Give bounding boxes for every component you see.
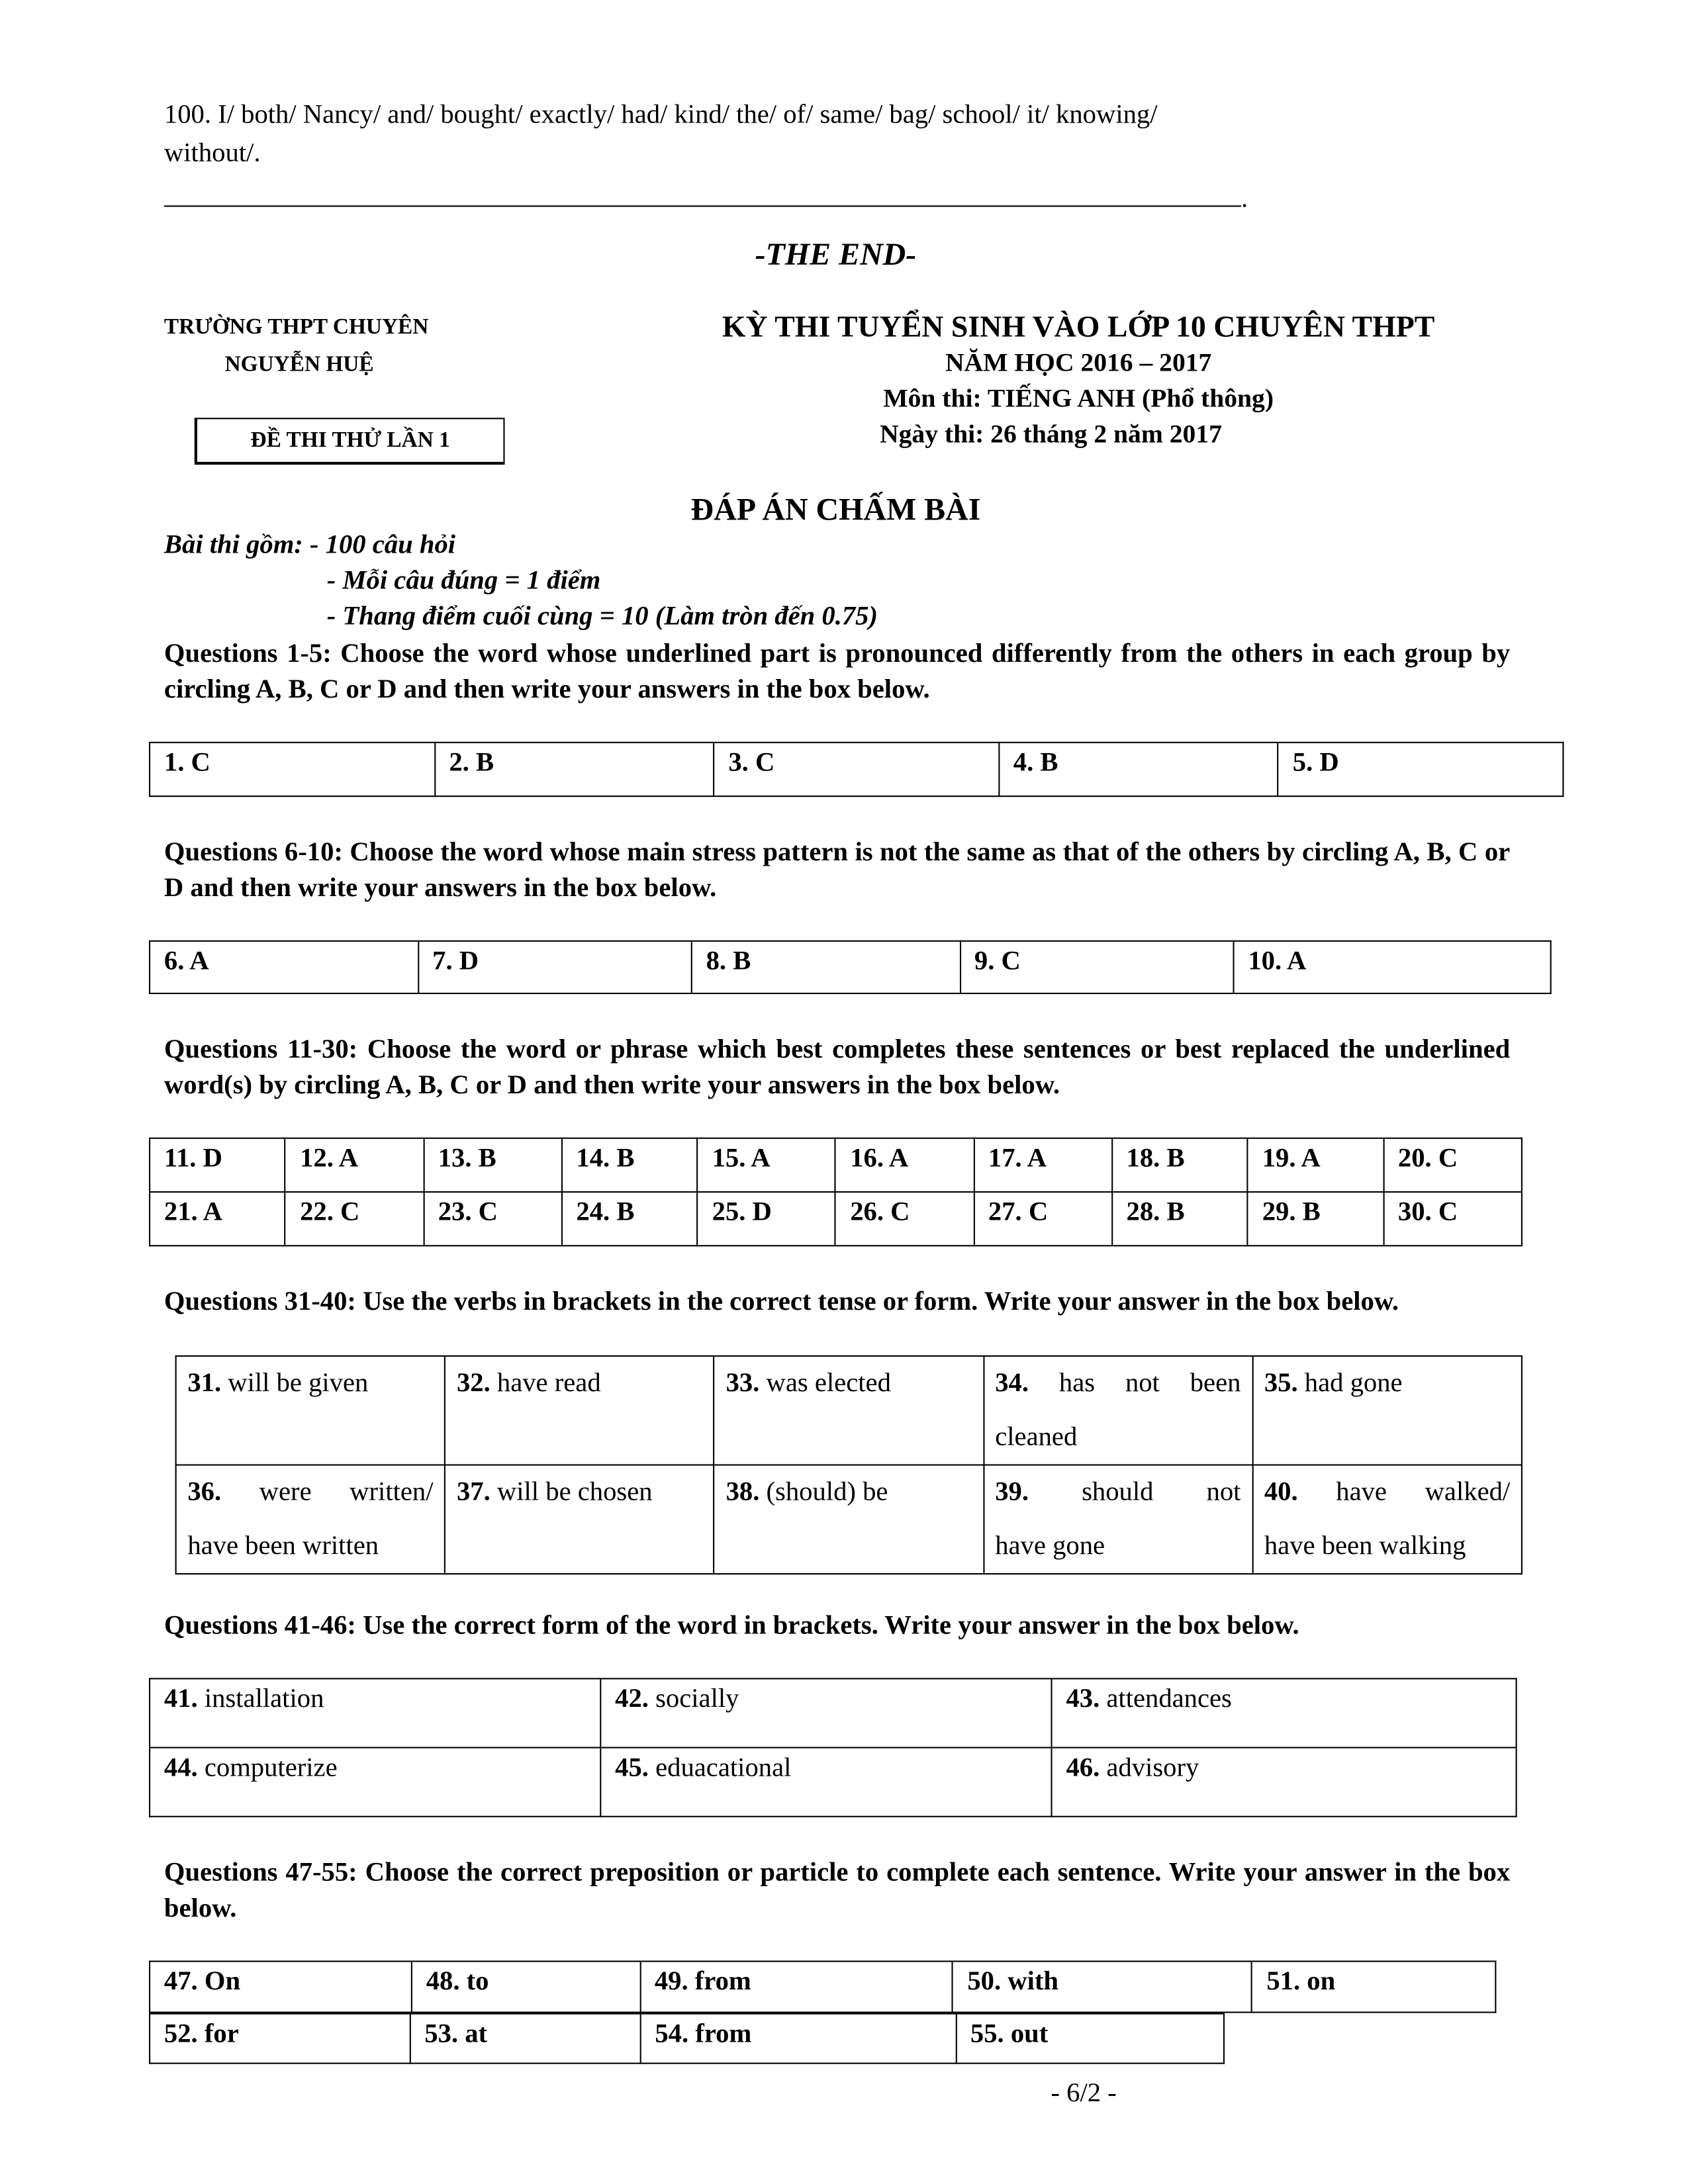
answer-cell: 7. D [418,941,691,993]
answer-cell: 3. C [714,743,998,796]
answers-52-55 [149,2013,1225,2064]
answer-cell [176,1465,445,1574]
answer-text: had gone [1297,1369,1403,1398]
answer-cell [176,1356,445,1465]
answers-41-46 [149,1678,1517,1817]
answer-line [164,205,1241,206]
answer-cell: 48. to [412,1961,640,2012]
answer-cell [1052,1678,1517,1747]
question-number: 39. [995,1478,1029,1508]
answer-cell: 29. B [1248,1192,1383,1246]
answer-text: was elected [759,1369,891,1398]
answer-cell [1252,1465,1522,1574]
info-line1: Bài thi gồm: - 100 câu hỏi [164,531,456,560]
answer-cell: 1. C [150,743,434,796]
info-line2: - Mỗi câu đúng = 1 điểm [326,567,601,596]
answer-text: advisory [1100,1753,1199,1783]
answer-cell: 10. A [1233,941,1550,993]
answer-cell [600,1748,1051,1817]
question-number: 36. [187,1478,222,1508]
question-number: 44. [164,1753,198,1783]
answer-cell: 8. B [692,941,960,993]
section-6-instructions: Questions 47-55: Choose the correct preposition or particle to complete each sentence. Write your answer in the box below. [164,1858,1511,1924]
answer-cell [984,1465,1253,1574]
answer-cell: 13. B [424,1138,562,1192]
answer-cell: 9. C [960,941,1233,993]
answer-cell [1252,1356,1522,1465]
answer-text: will be chosen [490,1478,653,1508]
answer-cell: 6. A [150,941,418,993]
info-line3: - Thang điểm cuối cùng = 10 (Làm tròn đến 0.75) [326,602,878,632]
answer-cell: 54. from [640,2014,956,2064]
answer-cell: 24. B [562,1192,698,1246]
answer-cell: 52. for [150,2014,410,2064]
question-100 [164,97,1158,174]
answer-cell: 21. A [150,1192,285,1246]
question-number: 35. [1264,1369,1298,1398]
page-title: ĐÁP ÁN CHẤM BÀI [690,492,981,527]
answer-cell: 26. C [835,1192,974,1246]
answer-cell: 53. at [410,2014,640,2064]
answer-cell: 12. A [285,1138,424,1192]
answer-cell: 2. B [434,743,714,796]
question-number: 43. [1066,1684,1100,1714]
answer-text: were written/ have been written [187,1478,440,1561]
question-number: 46. [1066,1753,1100,1783]
answer-cell: 14. B [562,1138,698,1192]
answers-11-30 [149,1138,1523,1247]
question-number: 33. [726,1369,760,1398]
answer-cell: 17. A [974,1138,1112,1192]
question-number: 38. [726,1478,760,1508]
school-year: NĂM HỌC 2016 – 2017 [945,349,1212,378]
answer-cell [1052,1748,1517,1817]
answer-cell [445,1465,714,1574]
answer-cell [445,1356,714,1465]
the-end: -THE END- [755,237,917,272]
question-number: 45. [615,1753,649,1783]
answer-cell: 49. from [640,1961,953,2012]
answer-cell: 23. C [424,1192,562,1246]
answer-cell: 5. D [1278,743,1564,796]
answer-cell: 16. A [835,1138,974,1192]
answer-cell: 51. on [1252,1961,1495,2012]
answer-cell: 25. D [698,1192,836,1246]
answer-text: attendances [1100,1684,1232,1714]
answer-cell [714,1356,984,1465]
answer-cell: 11. D [150,1138,285,1192]
answer-cell: 27. C [974,1192,1112,1246]
exam-title: KỲ THI TUYỂN SINH VÀO LỚP 10 CHUYÊN THPT [722,308,1435,343]
answers-6-10 [149,940,1552,994]
answer-cell [984,1356,1253,1465]
answer-cell: 55. out [956,2014,1224,2064]
answer-cell: 4. B [999,743,1278,796]
answer-cell: 19. A [1248,1138,1383,1192]
question-number: 32. [456,1369,491,1398]
answer-cell [600,1678,1051,1747]
answer-cell: 47. On [150,1961,412,2012]
answer-cell: 50. with [953,1961,1252,2012]
answer-cell [150,1678,600,1747]
answer-cell: 20. C [1383,1138,1522,1192]
answer-cell [150,1748,600,1817]
question-100-line2: without/. [164,139,261,169]
section-4-instructions: Questions 31-40: Use the verbs in brackets in the correct tense or form. Write your answer in the box below. [164,1287,1399,1317]
trial-exam-box: ĐỀ THI THỬ LẦN 1 [195,418,505,465]
school-name-line2: NGUYỄN HUỆ [224,353,374,377]
answer-cell [714,1465,984,1574]
section-2-instructions: Questions 6-10: Choose the word whose main stress pattern is not the same as that of the others by circling A, B, C or D and then write your answers in the box below. [164,838,1511,903]
question-number: 42. [615,1684,649,1714]
question-number: 34. [995,1369,1029,1398]
answer-text: have walked/ have been walking [1264,1478,1517,1561]
answer-line-dot: . [1241,185,1248,214]
answer-cell: 22. C [285,1192,424,1246]
answer-text: have read [490,1369,601,1398]
section-5-instructions: Questions 41-46: Use the correct form of the word in brackets. Write your answer in the box below. [164,1612,1299,1641]
answer-text: socially [648,1684,739,1714]
school-name-line1: TRƯỜNG THPT CHUYÊN [164,316,429,340]
answer-text: has not been cleaned [995,1369,1248,1452]
answer-text: will be given [221,1369,369,1398]
question-number: 37. [456,1478,491,1508]
question-100-line1: 100. I/ both/ Nancy/ and/ bought/ exactly/ had/ kind/ the/ of/ same/ bag/ school/ it/ knowing/ [164,101,1158,130]
subject: Môn thi: TIẾNG ANH (Phổ thông) [883,385,1274,414]
answer-cell: 30. C [1383,1192,1522,1246]
answers-47-51 [149,1960,1496,2013]
answer-text: should not have gone [995,1478,1248,1561]
answer-text: (should) be [759,1478,888,1508]
answer-text: eduacational [648,1753,792,1783]
answer-cell: 15. A [698,1138,836,1192]
answers-31-40 [175,1355,1523,1574]
question-number: 40. [1264,1478,1298,1508]
answer-text: computerize [197,1753,338,1783]
answer-cell: 28. B [1112,1192,1248,1246]
answers-1-5 [149,742,1564,797]
page-number: - 6/2 - [1051,2079,1117,2109]
answer-cell: 18. B [1112,1138,1248,1192]
exam-date: Ngày thi: 26 tháng 2 năm 2017 [880,420,1222,450]
answer-text: installation [197,1684,324,1714]
question-number: 31. [187,1369,222,1398]
section-3-instructions: Questions 11-30: Choose the word or phrase which best completes these sentences or best replaced the underlined word(s) by circling A, B, C or D and then write your answers in the box below. [164,1035,1511,1101]
question-number: 41. [164,1684,198,1714]
section-1-instructions: Questions 1-5: Choose the word whose underlined part is pronounced differently from the others in each group by circling A, B, C or D and then write your answers in the box below. [164,639,1511,705]
